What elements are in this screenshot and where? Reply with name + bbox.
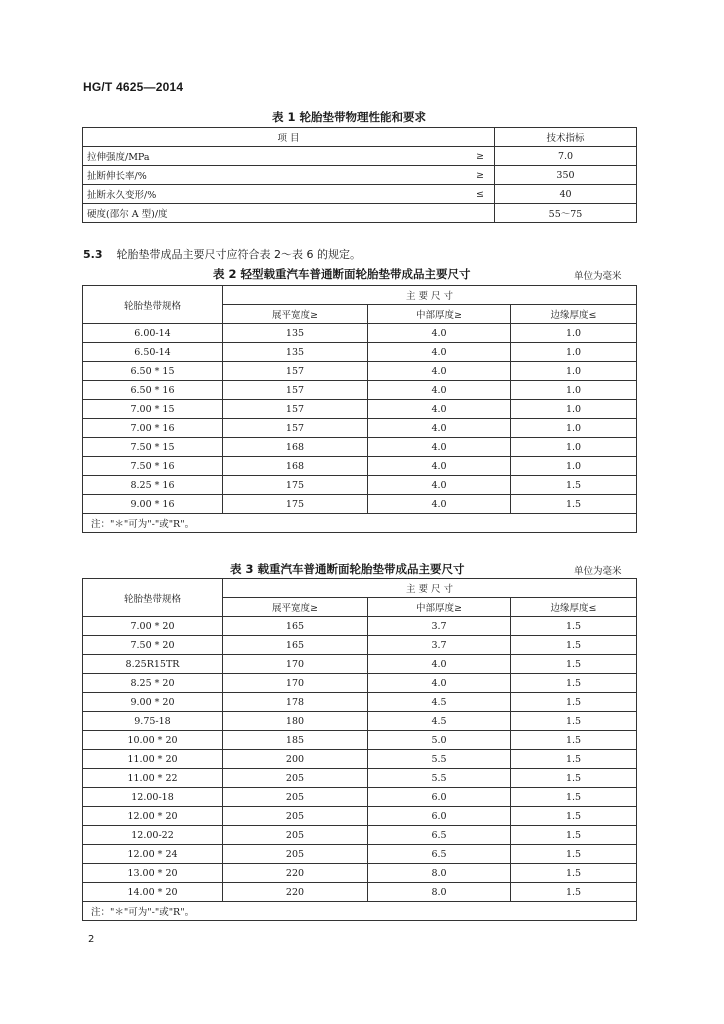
table2-col-edge: 边缘厚度≤ <box>511 305 637 324</box>
width-cell: 170 <box>223 674 368 693</box>
edge-thickness-cell: 1.5 <box>511 495 637 514</box>
mid-thickness-cell: 4.0 <box>368 457 511 476</box>
table-row <box>83 476 637 495</box>
table1-item: 扯断永久变形/% <box>83 185 410 204</box>
spec-cell: 8.25 * 16 <box>83 476 223 495</box>
table3-col-width: 展平宽度≥ <box>223 598 368 617</box>
mid-thickness-cell: 4.0 <box>368 400 511 419</box>
table3-col-spec: 轮胎垫带规格 <box>83 579 223 617</box>
table1-item: 拉伸强度/MPa <box>83 147 410 166</box>
edge-thickness-cell: 1.5 <box>511 712 637 731</box>
width-cell: 205 <box>223 807 368 826</box>
table-row <box>83 457 637 476</box>
spec-cell: 12.00 * 20 <box>83 807 223 826</box>
table3-caption: 表 3 载重汽车普通断面轮胎垫带成品主要尺寸 <box>230 562 465 576</box>
table1-col-spec: 技术指标 <box>495 128 637 147</box>
table2-note: 注："＊"可为"-"或"R"。 <box>83 514 637 533</box>
mid-thickness-cell: 6.0 <box>368 807 511 826</box>
mid-thickness-cell: 5.0 <box>368 731 511 750</box>
table2-unit: 单位为毫米 <box>574 271 622 282</box>
edge-thickness-cell: 1.0 <box>511 438 637 457</box>
width-cell: 200 <box>223 750 368 769</box>
table1-item: 硬度(邵尔 A 型)/度 <box>83 204 410 223</box>
width-cell: 157 <box>223 419 368 438</box>
table2-caption: 表 2 轻型载重汽车普通断面轮胎垫带成品主要尺寸 <box>213 267 471 281</box>
spec-cell: 6.00-14 <box>83 324 223 343</box>
mid-thickness-cell: 4.0 <box>368 438 511 457</box>
table2-col-spec: 轮胎垫带规格 <box>83 286 223 324</box>
width-cell: 205 <box>223 826 368 845</box>
spec-cell: 11.00 * 20 <box>83 750 223 769</box>
spec-cell: 8.25R15TR <box>83 655 223 674</box>
spec-cell: 7.00 * 15 <box>83 400 223 419</box>
width-cell: 205 <box>223 769 368 788</box>
mid-thickness-cell: 4.0 <box>368 674 511 693</box>
width-cell: 220 <box>223 883 368 902</box>
edge-thickness-cell: 1.0 <box>511 324 637 343</box>
edge-thickness-cell: 1.0 <box>511 343 637 362</box>
mid-thickness-cell: 4.0 <box>368 419 511 438</box>
edge-thickness-cell: 1.5 <box>511 807 637 826</box>
mid-thickness-cell: 6.0 <box>368 788 511 807</box>
table-row <box>83 438 637 457</box>
section-text: 轮胎垫带成品主要尺寸应符合表 2～表 6 的规定。 <box>116 248 361 261</box>
edge-thickness-cell: 1.5 <box>511 693 637 712</box>
table-row <box>83 769 637 788</box>
table-row <box>83 731 637 750</box>
spec-cell: 9.75-18 <box>83 712 223 731</box>
spec-cell: 11.00 * 22 <box>83 769 223 788</box>
table1-caption: 表 1 轮胎垫带物理性能和要求 <box>272 110 427 124</box>
table-row <box>83 636 637 655</box>
table1-value: 7.0 <box>495 147 637 166</box>
edge-thickness-cell: 1.5 <box>511 476 637 495</box>
table-row <box>83 712 637 731</box>
edge-thickness-cell: 1.5 <box>511 617 637 636</box>
spec-cell: 6.50 * 16 <box>83 381 223 400</box>
mid-thickness-cell: 4.0 <box>368 495 511 514</box>
spec-cell: 12.00-22 <box>83 826 223 845</box>
mid-thickness-cell: 5.5 <box>368 769 511 788</box>
width-cell: 157 <box>223 362 368 381</box>
edge-thickness-cell: 1.5 <box>511 826 637 845</box>
table3-unit: 单位为毫米 <box>574 566 622 577</box>
table-row <box>83 400 637 419</box>
table2-col-group: 主 要 尺 寸 <box>223 286 637 305</box>
table1-value: 55～75 <box>495 204 637 223</box>
edge-thickness-cell: 1.5 <box>511 636 637 655</box>
table-row <box>83 495 637 514</box>
spec-cell: 9.00 * 16 <box>83 495 223 514</box>
mid-thickness-cell: 4.5 <box>368 693 511 712</box>
table1-item: 扯断伸长率/% <box>83 166 410 185</box>
mid-thickness-cell: 4.0 <box>368 324 511 343</box>
width-cell: 205 <box>223 788 368 807</box>
spec-cell: 6.50 * 15 <box>83 362 223 381</box>
table3-col-edge: 边缘厚度≤ <box>511 598 637 617</box>
table-row <box>83 788 637 807</box>
table-row <box>83 693 637 712</box>
table-row <box>83 185 637 204</box>
width-cell: 220 <box>223 864 368 883</box>
table1-value: 350 <box>495 166 637 185</box>
table1-op: ≥ <box>410 166 495 185</box>
spec-cell: 7.00 * 16 <box>83 419 223 438</box>
table1-op <box>410 204 495 223</box>
table-row <box>83 845 637 864</box>
table-row <box>83 419 637 438</box>
width-cell: 168 <box>223 438 368 457</box>
section-5-3 <box>83 246 361 262</box>
spec-cell: 12.00 * 24 <box>83 845 223 864</box>
width-cell: 165 <box>223 617 368 636</box>
mid-thickness-cell: 3.7 <box>368 636 511 655</box>
edge-thickness-cell: 1.5 <box>511 769 637 788</box>
table-row <box>83 362 637 381</box>
width-cell: 168 <box>223 457 368 476</box>
mid-thickness-cell: 6.5 <box>368 845 511 864</box>
table-row <box>83 381 637 400</box>
table3 <box>82 578 637 921</box>
spec-cell: 8.25 * 20 <box>83 674 223 693</box>
section-number: 5.3 <box>83 248 103 261</box>
table-row <box>83 204 637 223</box>
table-row <box>83 617 637 636</box>
table-row <box>83 750 637 769</box>
edge-thickness-cell: 1.0 <box>511 400 637 419</box>
table-row <box>83 166 637 185</box>
table1-value: 40 <box>495 185 637 204</box>
table-row <box>83 826 637 845</box>
width-cell: 165 <box>223 636 368 655</box>
mid-thickness-cell: 4.0 <box>368 343 511 362</box>
spec-cell: 9.00 * 20 <box>83 693 223 712</box>
page-number: 2 <box>88 934 95 945</box>
table2 <box>82 285 637 533</box>
table-row <box>83 807 637 826</box>
mid-thickness-cell: 4.0 <box>368 362 511 381</box>
width-cell: 135 <box>223 343 368 362</box>
mid-thickness-cell: 4.0 <box>368 655 511 674</box>
edge-thickness-cell: 1.0 <box>511 419 637 438</box>
mid-thickness-cell: 5.5 <box>368 750 511 769</box>
edge-thickness-cell: 1.5 <box>511 731 637 750</box>
mid-thickness-cell: 4.0 <box>368 476 511 495</box>
edge-thickness-cell: 1.0 <box>511 381 637 400</box>
standard-code: HG/T 4625—2014 <box>83 80 184 94</box>
table-row <box>83 147 637 166</box>
table-row <box>83 883 637 902</box>
table-row <box>83 674 637 693</box>
table1-header-row <box>83 128 637 147</box>
spec-cell: 13.00 * 20 <box>83 864 223 883</box>
table3-col-mid: 中部厚度≥ <box>368 598 511 617</box>
width-cell: 185 <box>223 731 368 750</box>
width-cell: 170 <box>223 655 368 674</box>
spec-cell: 7.50 * 16 <box>83 457 223 476</box>
spec-cell: 14.00 * 20 <box>83 883 223 902</box>
table2-col-mid: 中部厚度≥ <box>368 305 511 324</box>
mid-thickness-cell: 8.0 <box>368 883 511 902</box>
edge-thickness-cell: 1.5 <box>511 883 637 902</box>
edge-thickness-cell: 1.5 <box>511 788 637 807</box>
width-cell: 135 <box>223 324 368 343</box>
width-cell: 175 <box>223 495 368 514</box>
edge-thickness-cell: 1.5 <box>511 845 637 864</box>
width-cell: 180 <box>223 712 368 731</box>
mid-thickness-cell: 3.7 <box>368 617 511 636</box>
spec-cell: 6.50-14 <box>83 343 223 362</box>
edge-thickness-cell: 1.5 <box>511 864 637 883</box>
table2-body <box>83 324 637 514</box>
edge-thickness-cell: 1.5 <box>511 655 637 674</box>
width-cell: 178 <box>223 693 368 712</box>
spec-cell: 7.50 * 15 <box>83 438 223 457</box>
table-row <box>83 343 637 362</box>
spec-cell: 12.00-18 <box>83 788 223 807</box>
table3-body <box>83 617 637 902</box>
table3-col-group: 主 要 尺 寸 <box>223 579 637 598</box>
width-cell: 157 <box>223 400 368 419</box>
spec-cell: 7.00 * 20 <box>83 617 223 636</box>
table1-op: ≤ <box>410 185 495 204</box>
width-cell: 205 <box>223 845 368 864</box>
width-cell: 157 <box>223 381 368 400</box>
spec-cell: 10.00 * 20 <box>83 731 223 750</box>
edge-thickness-cell: 1.5 <box>511 674 637 693</box>
table1-col-item: 项 目 <box>83 128 495 147</box>
edge-thickness-cell: 1.0 <box>511 457 637 476</box>
table1 <box>82 127 637 223</box>
edge-thickness-cell: 1.5 <box>511 750 637 769</box>
width-cell: 175 <box>223 476 368 495</box>
mid-thickness-cell: 6.5 <box>368 826 511 845</box>
table3-note: 注："＊"可为"-"或"R"。 <box>83 902 637 921</box>
table-row <box>83 324 637 343</box>
mid-thickness-cell: 8.0 <box>368 864 511 883</box>
mid-thickness-cell: 4.5 <box>368 712 511 731</box>
edge-thickness-cell: 1.0 <box>511 362 637 381</box>
mid-thickness-cell: 4.0 <box>368 381 511 400</box>
table1-op: ≥ <box>410 147 495 166</box>
table-row <box>83 655 637 674</box>
spec-cell: 7.50 * 20 <box>83 636 223 655</box>
table-row <box>83 864 637 883</box>
table2-col-width: 展平宽度≥ <box>223 305 368 324</box>
